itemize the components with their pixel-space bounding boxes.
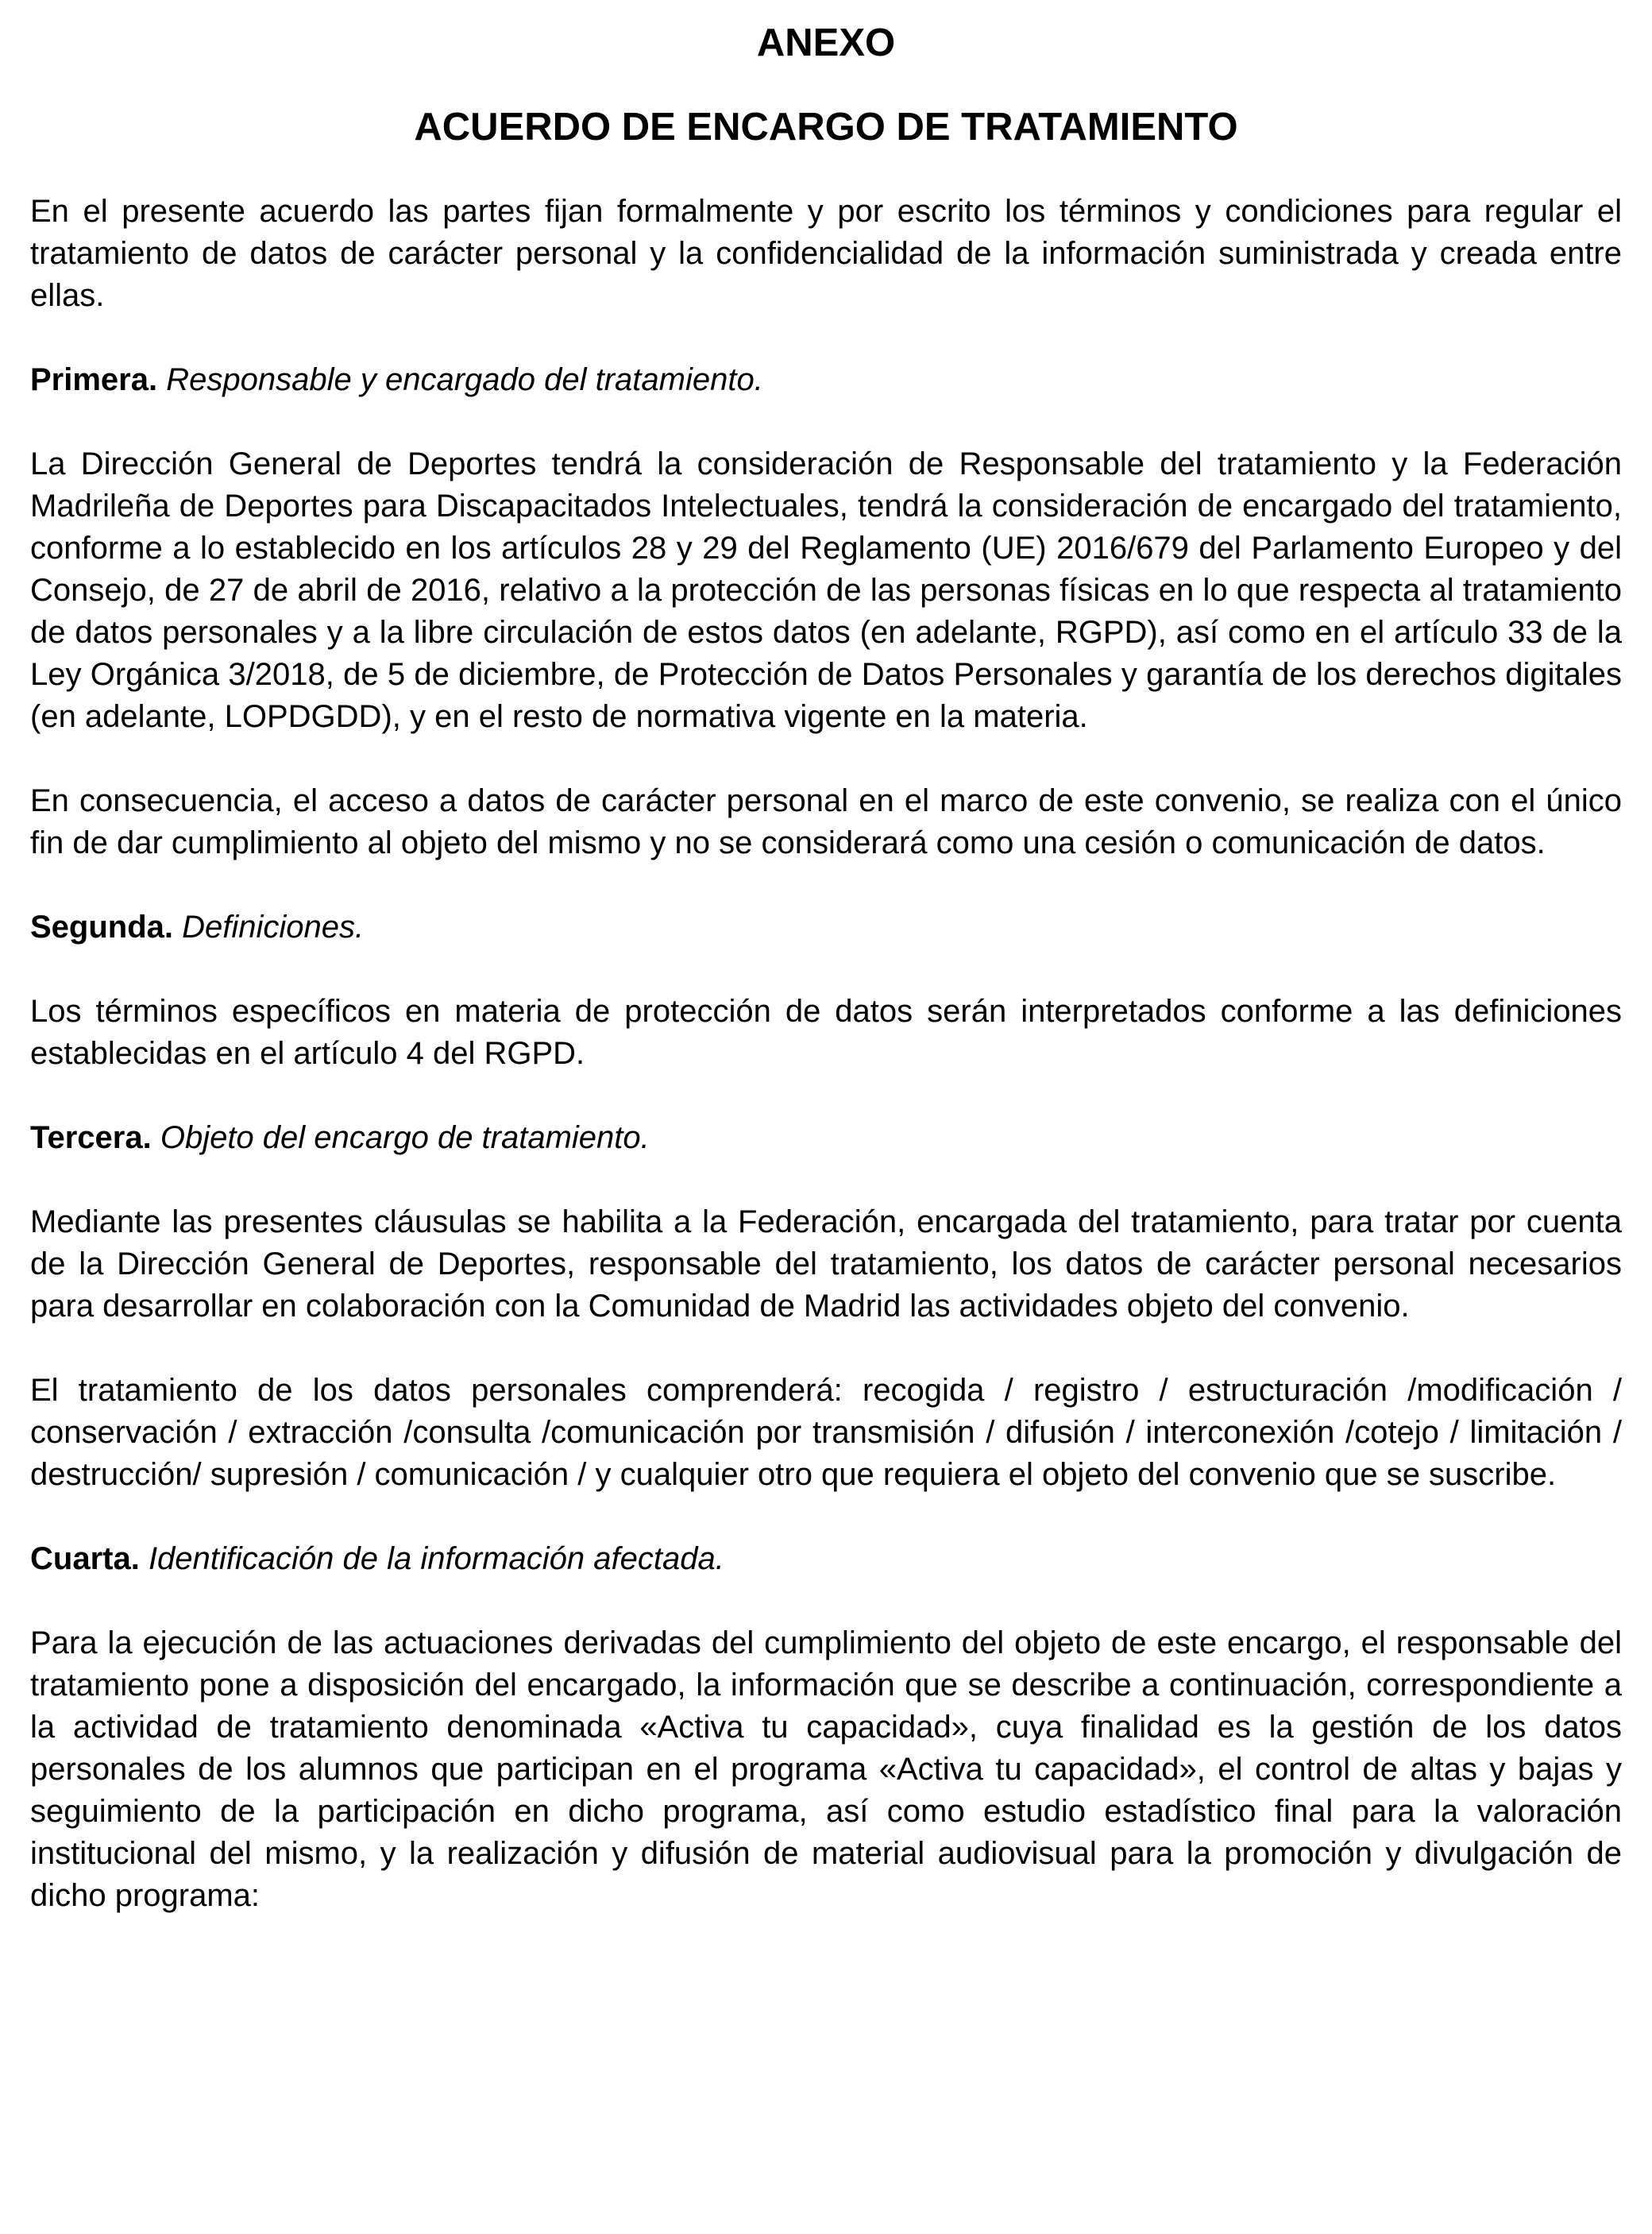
clause-segunda-paragraph: Los términos específicos en materia de protección de datos serán interpretados conforme a las definiciones establecidas en el artículo 4 del RGPD.: [30, 994, 1622, 1071]
intro-paragraph: En el presente acuerdo las partes fijan formalmente y por escrito los términos y condiciones para regular el tratamiento de datos de carácter personal y la confidencialidad de la información suministrada y creada entre ellas.: [30, 194, 1622, 313]
clause-segunda-label: Segunda.: [30, 910, 174, 945]
clause-primera-label: Primera.: [30, 362, 158, 397]
clause-cuarta-title: Identificación de la información afectada.: [148, 1541, 724, 1576]
clause-tercera-paragraph-2: El tratamiento de los datos personales comprenderá: recogida / registro / estructuración /modificación / conservación / extracción /consulta /comunicación por transmisión / difusión / interconexión /cotejo / limitación / destrucción/ supresión / comunicación / y cualquier otro que requiera el objeto del convenio que se suscribe.: [30, 1373, 1622, 1492]
clause-tercera-heading: [30, 1117, 1622, 1159]
clause-tercera-paragraph-1: Mediante las presentes cláusulas se habilita a la Federación, encargada del tratamiento, para tratar por cuenta de la Dirección General de Deportes, responsable del tratamiento, los datos de carácter personal necesarios para desarrollar en colaboración con la Comunidad de Madrid las actividades objeto del convenio.: [30, 1204, 1622, 1324]
document-title: ANEXO: [756, 21, 896, 64]
clause-cuarta-label: Cuarta.: [30, 1541, 140, 1576]
clause-primera-title: Responsable y encargado del tratamiento.: [166, 362, 763, 397]
clause-cuarta-paragraph: Para la ejecución de las actuaciones derivadas del cumplimiento del objeto de este encargo, el responsable del tratamiento pone a disposición del encargado, la información que se describe a continuación, correspondiente a la actividad de tratamiento denominada «Activa tu capacidad», cuya finalidad es la gestión de los datos personales de los alumnos que participan en el programa «Activa tu capacidad», el control de altas y bajas y seguimiento de la participación en dicho programa, así como estudio estadístico final para la valoración institucional del mismo, y la realización y difusión de material audiovisual para la promoción y divulgación de dicho programa:: [30, 1625, 1622, 1913]
clause-primera-heading: [30, 359, 1622, 401]
clause-primera-paragraph-2: En consecuencia, el acceso a datos de carácter personal en el marco de este convenio, se realiza con el único fin de dar cumplimiento al objeto del mismo y no se considerará como una cesión o comunicación de datos.: [30, 783, 1622, 860]
document-subtitle: ACUERDO DE ENCARGO DE TRATAMIENTO: [414, 106, 1238, 149]
clause-segunda-heading: [30, 906, 1622, 949]
clause-primera-paragraph-1: La Dirección General de Deportes tendrá la consideración de Responsable del tratamiento y la Federación Madrileña de Deportes para Discapacitados Intelectuales, tendrá la consideración de encargado del tratamiento, conforme a lo establecido en los artículos 28 y 29 del Reglamento (UE) 2016/679 del Parlamento Europeo y del Consejo, de 27 de abril de 2016, relativo a la protección de las personas físicas en lo que respecta al tratamiento de datos personales y a la libre circulación de estos datos (en adelante, RGPD), así como en el artículo 33 de la Ley Orgánica 3/2018, de 5 de diciembre, de Protección de Datos Personales y garantía de los derechos digitales (en adelante, LOPDGDD), y en el resto de normativa vigente en la materia.: [30, 446, 1622, 734]
clause-cuarta-heading: [30, 1538, 1622, 1580]
clause-segunda-title: Definiciones.: [182, 910, 365, 945]
clause-tercera-label: Tercera.: [30, 1120, 152, 1155]
clause-tercera-title: Objeto del encargo de tratamiento.: [160, 1120, 650, 1155]
